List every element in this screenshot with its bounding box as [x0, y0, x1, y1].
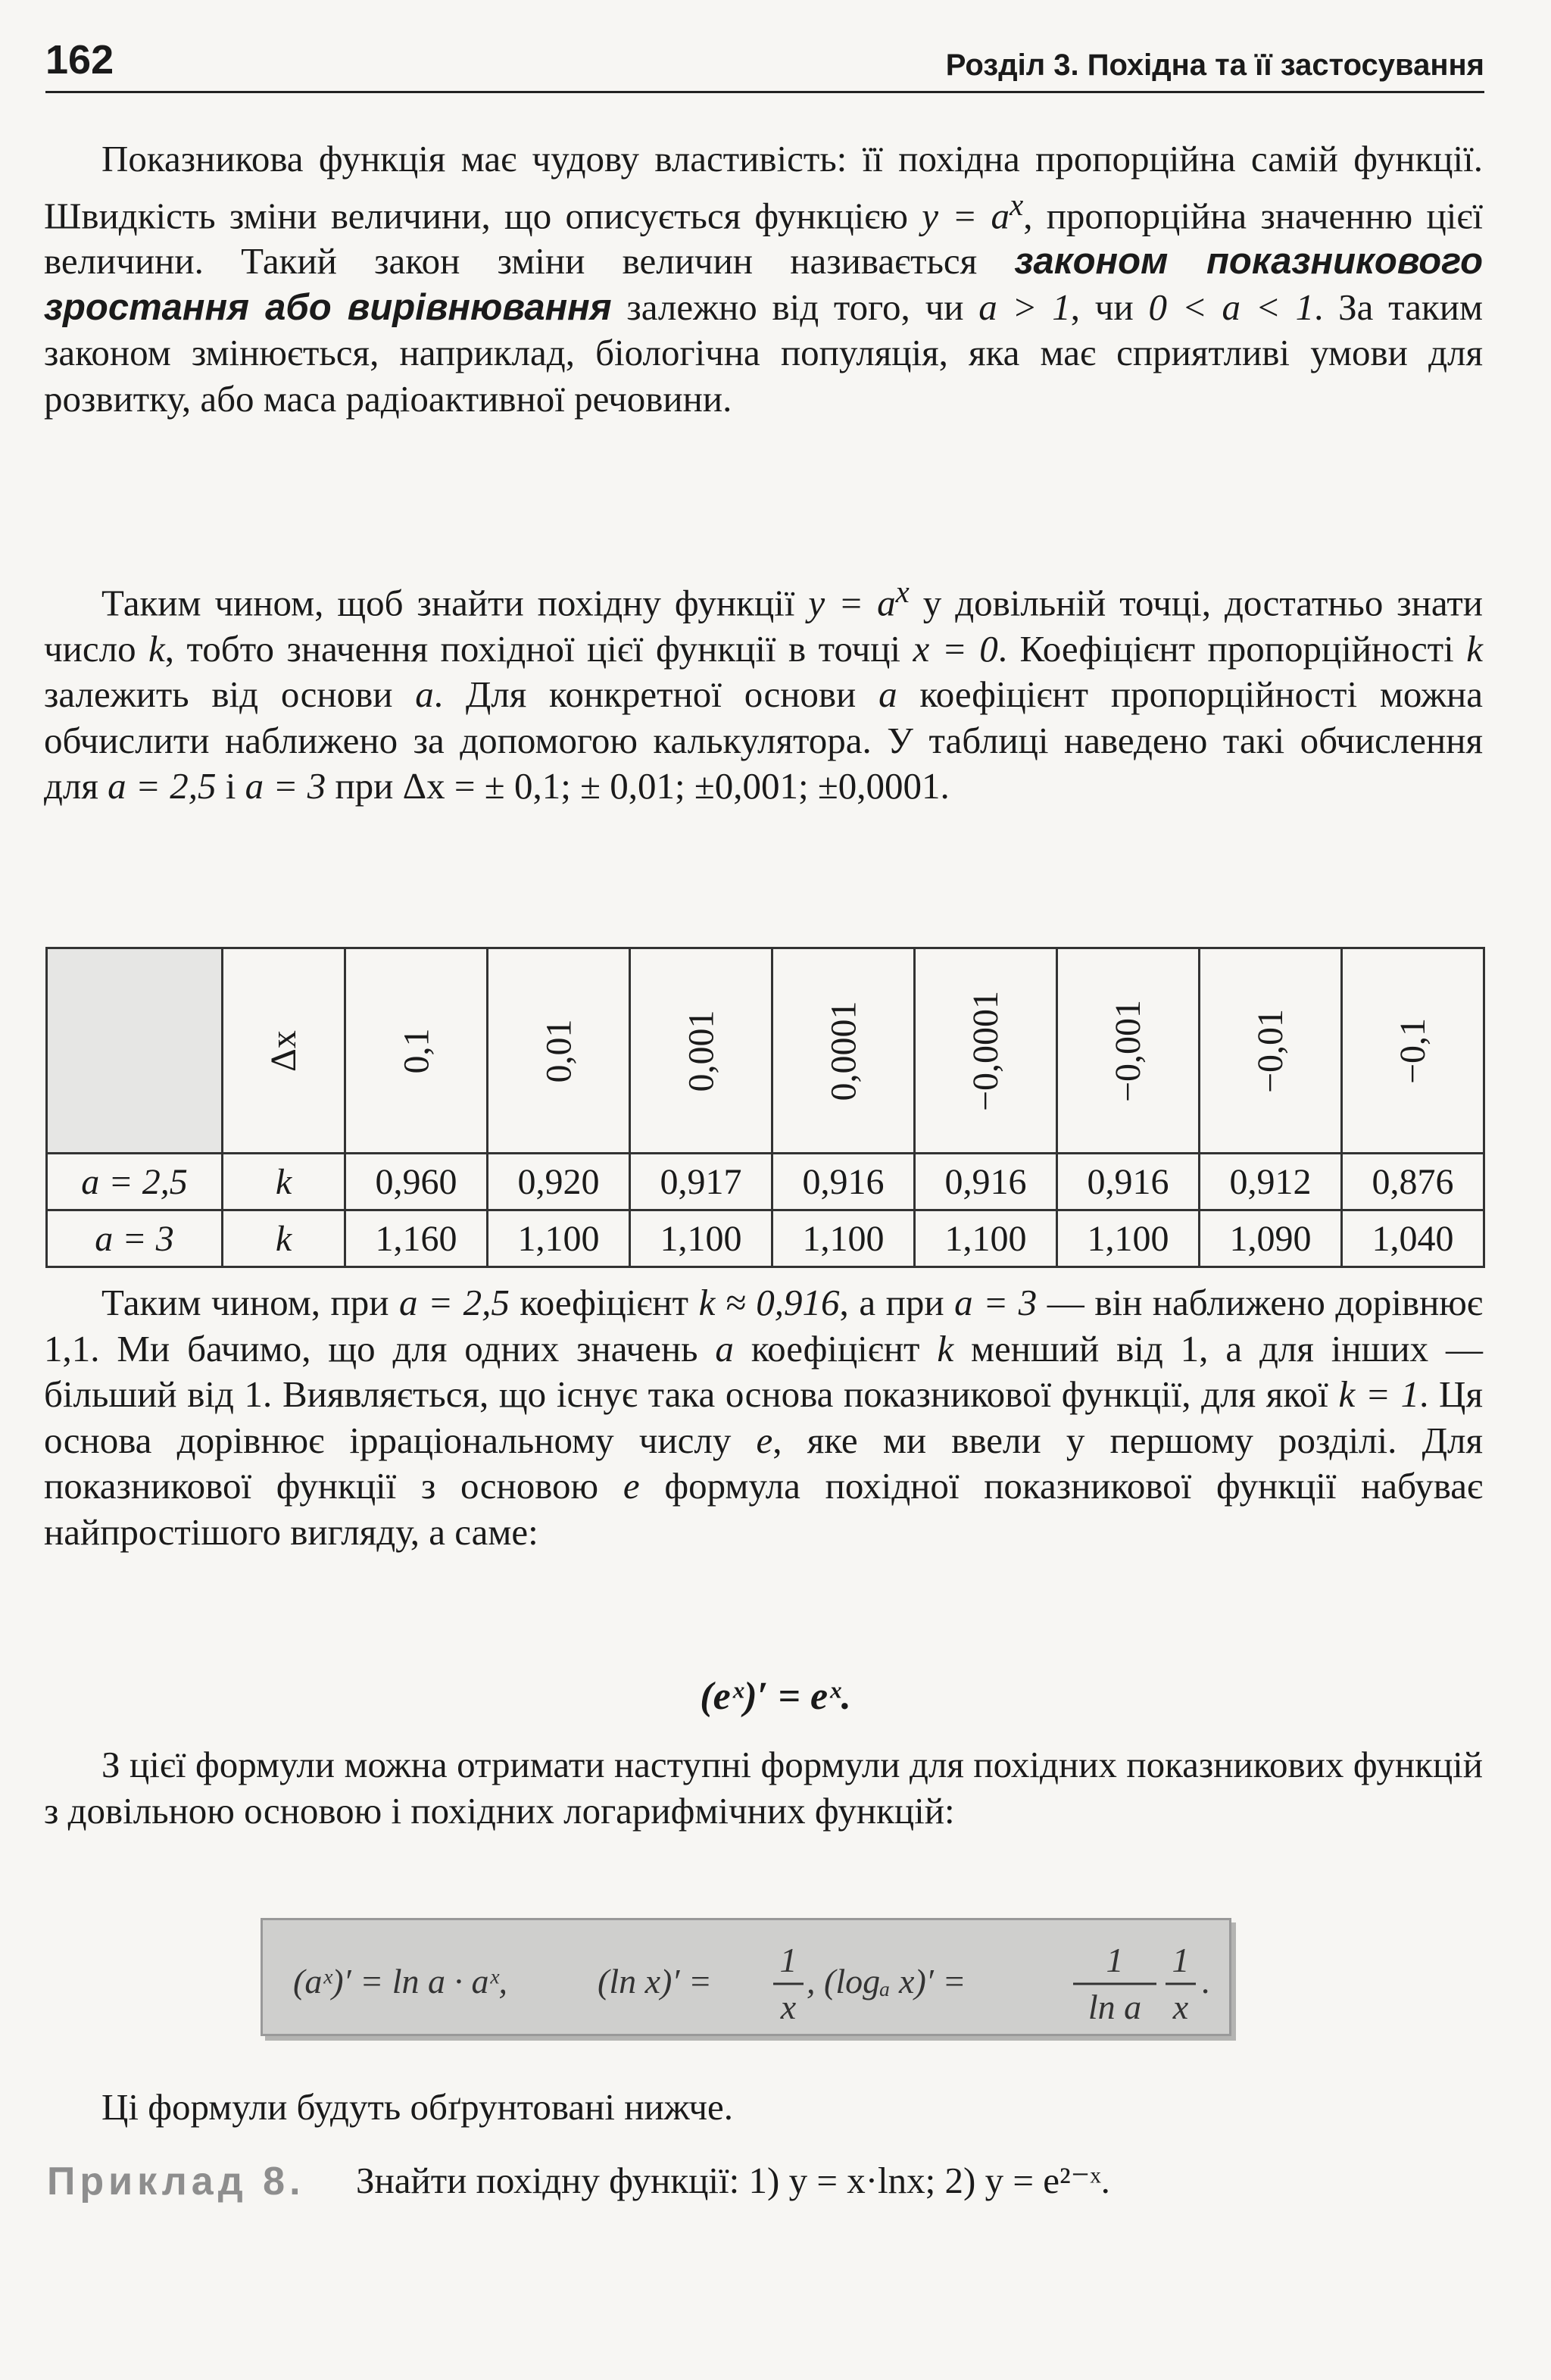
header-cell: Δx [223, 948, 345, 1154]
header-cell: −0,001 [1057, 948, 1200, 1154]
row-label: a = 2,5 [47, 1154, 223, 1210]
frac1-num: 1 [779, 1941, 797, 1979]
header-cell: 0,0001 [772, 948, 915, 1154]
paragraph-exponential-law: Показникова функція має чудову властивість: її похідна пропорційна самій функції. Швидкість зміни величини, що описується функцією $y = a^x$, пропорційна значенню цієї величини. Такий закон зміни величин називається законом показникового зростання або вирівнювання залежно від того, чи a > 1, чи 0 < a < 1. За таким законом змінюється, наприклад, біологічна популяція, яка має сприятливі умови для розвитку, або маса радіоактивної речовини. [44, 138, 1483, 420]
paragraph-coefficient-k: Таким чином, щоб знайти похідну функції $y = a^x$ у довільній точці, достатньо знати число k, тобто значення похідної цієї функції в точці x = 0. Коефіцієнт пропорційності k залежить від основи a. Для конкретної основи a коефіцієнт пропорційності можна обчислити наближено за допомогою калькулятора. У таблиці наведено такі обчислення для a = 2,5 і a = 3 при Δx = ± 0,1; ± 0,01; ±0,001; ±0,0001. [44, 575, 1484, 807]
table-cell: 1,090 [1200, 1210, 1342, 1267]
formula-exp-derivative: (eˣ)′ = eˣ. [700, 1675, 851, 1718]
table-cell: 0,920 [488, 1154, 630, 1210]
table-cell: 1,100 [1057, 1210, 1200, 1267]
header-cell: −0,1 [1342, 948, 1484, 1154]
frac2-den: ln a [1088, 1988, 1142, 2026]
formula-ax: (aˣ)′ = ln a · aˣ, [293, 1962, 507, 2001]
header-cell: −0,01 [1200, 948, 1342, 1154]
formula-lnx: (ln x)′ = [598, 1962, 712, 2001]
table-corner-cell [47, 948, 223, 1154]
header-cell: −0,0001 [915, 948, 1057, 1154]
formula-end: . [1202, 1962, 1211, 2001]
table-cell: 0,912 [1200, 1154, 1342, 1210]
row-symbol: k [223, 1154, 345, 1210]
table-row [47, 1210, 1484, 1267]
table-cell: 1,160 [345, 1210, 488, 1267]
table-row [47, 1154, 1484, 1210]
row-symbol: k [223, 1210, 345, 1267]
table-cell: 1,040 [1342, 1210, 1484, 1267]
formula-svg [263, 1920, 1229, 2034]
frac3-num: 1 [1172, 1941, 1190, 1979]
table-cell: 0,876 [1342, 1154, 1484, 1210]
table-cell: 1,100 [488, 1210, 630, 1267]
formula-log: , (logₐ x)′ = [807, 1962, 966, 2001]
table-cell: 1,100 [630, 1210, 772, 1267]
table-cell: 0,916 [772, 1154, 915, 1210]
coefficient-table [45, 947, 1481, 1268]
table-cell: 1,100 [915, 1210, 1057, 1267]
table-cell: 0,960 [345, 1154, 488, 1210]
page-header [45, 30, 1484, 93]
boxed-formulas [261, 1918, 1231, 2036]
example-text: Знайти похідну функції: 1) y = x·lnx; 2) y = e²⁻ˣ. [356, 2160, 1110, 2201]
page-number: 162 [45, 37, 114, 83]
header-cell: 0,001 [630, 948, 772, 1154]
paragraph-derived-formulas: З цієї формули можна отримати наступні формули для похідних показникових функцій з довільною основою і похідних логарифмічних функцій: [44, 1744, 1483, 1832]
table-cell: 0,916 [915, 1154, 1057, 1210]
table-header-row [47, 948, 1484, 1154]
table-cell: 0,916 [1057, 1154, 1200, 1210]
header-cell: 0,01 [488, 948, 630, 1154]
running-title: Розділ 3. Похідна та її застосування [945, 48, 1484, 82]
paragraph-number-e: Таким чином, при a = 2,5 коефіцієнт k ≈ 0,916, а при a = 3 — він наближено дорівнює 1,1. Ми бачимо, що для одних значень a коефіцієнт k менший від 1, а для інших — більший від 1. Виявляється, що існує така основа показникової функції, для якої k = 1. Ця основа дорівнює ірраціональному числу e, яке ми ввели у першому розділі. Для показникової функції з основою e формула похідної показникової функції набуває найпростішого вигляду, а саме: [44, 1282, 1484, 1553]
paragraph-justification-note: Ці формули будуть обґрунтовані нижче. [101, 2086, 733, 2128]
frac1-den: x [780, 1988, 797, 2026]
table-cell: 0,917 [630, 1154, 772, 1210]
row-label: a = 3 [47, 1210, 223, 1267]
header-cell: 0,1 [345, 948, 488, 1154]
table-cell: 1,100 [772, 1210, 915, 1267]
frac2-num: 1 [1106, 1941, 1124, 1979]
example-label: Приклад 8. [47, 2160, 305, 2204]
frac3-den: x [1172, 1988, 1189, 2026]
term-exponential-growth: законом показникового зростання або вирівнювання [44, 241, 1483, 328]
